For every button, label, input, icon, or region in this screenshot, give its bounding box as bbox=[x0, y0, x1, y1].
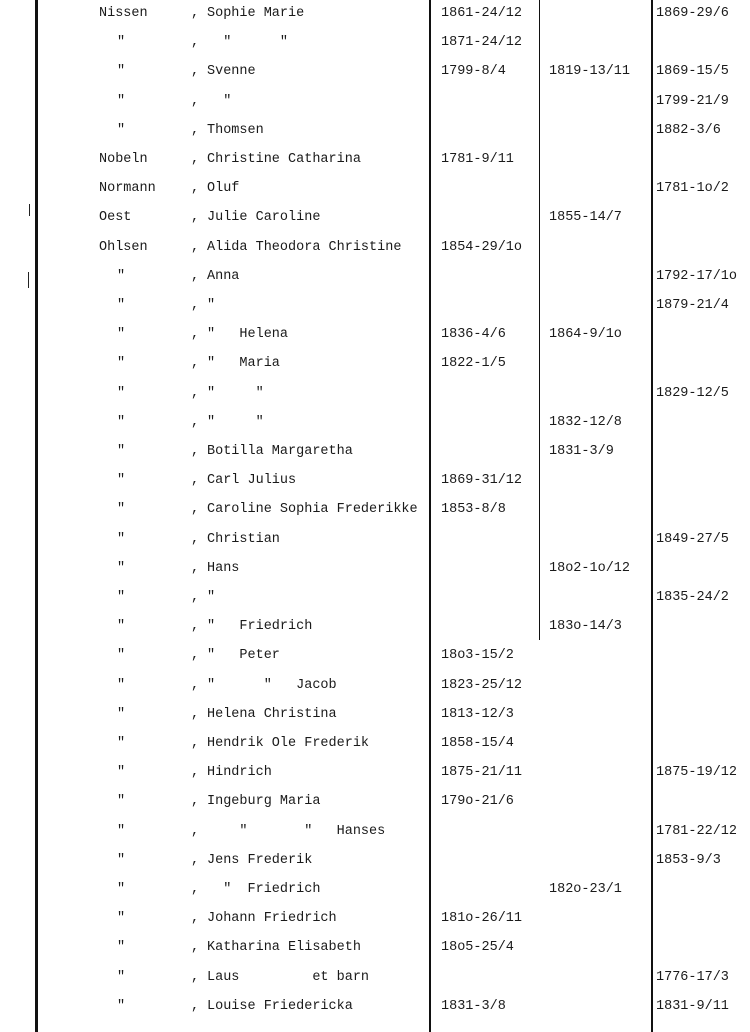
date-column-1-cell: 1836-4/6 bbox=[441, 327, 506, 343]
given-name-cell: Thomsen bbox=[207, 122, 264, 138]
register-row bbox=[0, 179, 750, 208]
register-row bbox=[0, 442, 750, 471]
register-row bbox=[0, 62, 750, 91]
date-column-2-cell: 1832-12/8 bbox=[549, 414, 622, 430]
surname-cell: " bbox=[117, 852, 126, 868]
register-row bbox=[0, 325, 750, 354]
given-name-cell: Botilla Margaretha bbox=[207, 444, 353, 459]
separator-comma: , bbox=[191, 794, 200, 810]
given-name-cell: " " bbox=[207, 414, 264, 430]
register-row bbox=[0, 559, 750, 588]
date-column-3-cell: 1781-22/12 bbox=[656, 823, 738, 839]
separator-comma: , bbox=[191, 298, 200, 313]
surname-cell: " bbox=[117, 677, 126, 693]
register-row bbox=[0, 92, 750, 121]
surname-cell: " bbox=[117, 560, 126, 576]
date-column-2-cell: 1819-13/11 bbox=[549, 64, 631, 80]
separator-comma: , bbox=[191, 444, 200, 459]
given-name-cell: Svenne bbox=[207, 64, 256, 80]
given-name-cell: Hendrik Ole Frederik bbox=[207, 736, 370, 751]
given-name-cell: " bbox=[207, 298, 216, 313]
separator-comma: , bbox=[191, 823, 200, 839]
register-row bbox=[0, 471, 750, 500]
separator-comma: , bbox=[191, 882, 200, 897]
date-column-1-cell: 1861-24/12 bbox=[441, 6, 523, 21]
surname-cell: " bbox=[117, 823, 126, 839]
date-column-2-cell: 1864-9/1o bbox=[549, 327, 622, 343]
date-column-3-cell: 1831-9/11 bbox=[656, 998, 729, 1014]
register-row bbox=[0, 4, 750, 33]
separator-comma: , bbox=[191, 122, 200, 138]
given-name-cell: Carl Julius bbox=[207, 473, 297, 489]
surname-cell: " bbox=[117, 268, 126, 284]
separator-comma: , bbox=[191, 852, 200, 868]
surname-cell: " bbox=[117, 969, 126, 985]
date-column-3-cell: 1882-3/6 bbox=[656, 122, 721, 138]
given-name-cell: " Friedrich bbox=[207, 882, 321, 897]
register-row bbox=[0, 909, 750, 938]
separator-comma: , bbox=[191, 181, 200, 197]
separator-comma: , bbox=[191, 64, 200, 80]
given-name-cell: Hindrich bbox=[207, 765, 272, 781]
register-row bbox=[0, 617, 750, 646]
surname-cell: Nobeln bbox=[99, 152, 148, 167]
date-column-1-cell: 1875-21/11 bbox=[441, 765, 523, 781]
surname-cell: " bbox=[117, 794, 126, 810]
date-column-2-cell: 1831-3/9 bbox=[549, 444, 614, 459]
given-name-cell: " " Jacob bbox=[207, 677, 337, 693]
register-row bbox=[0, 267, 750, 296]
surname-cell: " bbox=[117, 736, 126, 751]
surname-cell: " bbox=[117, 444, 126, 459]
given-name-cell: " " bbox=[207, 35, 289, 51]
given-name-cell: Anna bbox=[207, 268, 240, 284]
separator-comma: , bbox=[191, 677, 200, 693]
given-name-cell: Ingeburg Maria bbox=[207, 794, 321, 810]
surname-cell: " bbox=[117, 940, 126, 956]
register-row bbox=[0, 705, 750, 734]
given-name-cell: Alida Theodora Christine bbox=[207, 239, 402, 255]
date-column-1-cell: 1813-12/3 bbox=[441, 706, 514, 722]
register-row bbox=[0, 646, 750, 675]
surname-cell: " bbox=[117, 531, 126, 547]
surname-cell: Normann bbox=[99, 181, 156, 197]
date-column-3-cell: 1829-12/5 bbox=[656, 385, 729, 401]
surname-cell: " bbox=[117, 706, 126, 722]
surname-cell: Oest bbox=[99, 210, 132, 226]
surname-cell: " bbox=[117, 122, 126, 138]
date-column-1-cell: 1781-9/11 bbox=[441, 152, 514, 167]
date-column-3-cell: 1869-15/5 bbox=[656, 64, 729, 80]
separator-comma: , bbox=[191, 940, 200, 956]
surname-cell: " bbox=[117, 298, 126, 313]
separator-comma: , bbox=[191, 473, 200, 489]
separator-comma: , bbox=[191, 6, 200, 21]
given-name-cell: " " bbox=[207, 385, 264, 401]
surname-cell: " bbox=[117, 385, 126, 401]
given-name-cell: Christine Catharina bbox=[207, 152, 361, 167]
separator-comma: , bbox=[191, 356, 200, 372]
date-column-1-cell: 18o3-15/2 bbox=[441, 648, 514, 664]
separator-comma: , bbox=[191, 648, 200, 664]
surname-cell: Ohlsen bbox=[99, 239, 148, 255]
register-row bbox=[0, 676, 750, 705]
date-column-1-cell: 1831-3/8 bbox=[441, 998, 506, 1014]
register-row bbox=[0, 997, 750, 1026]
date-column-1-cell: 181o-26/11 bbox=[441, 911, 523, 927]
date-column-3-cell: 1835-24/2 bbox=[656, 590, 729, 605]
date-column-1-cell: 1799-8/4 bbox=[441, 64, 506, 80]
separator-comma: , bbox=[191, 239, 200, 255]
separator-comma: , bbox=[191, 998, 200, 1014]
separator-comma: , bbox=[191, 210, 200, 226]
date-column-3-cell: 1853-9/3 bbox=[656, 852, 721, 868]
given-name-cell: Oluf bbox=[207, 181, 240, 197]
register-row bbox=[0, 938, 750, 967]
register-row bbox=[0, 500, 750, 529]
given-name-cell: Johann Friedrich bbox=[207, 911, 337, 927]
date-column-2-cell: 182o-23/1 bbox=[549, 882, 622, 897]
register-row bbox=[0, 763, 750, 792]
date-column-1-cell: 1871-24/12 bbox=[441, 35, 523, 51]
date-column-3-cell: 1849-27/5 bbox=[656, 531, 729, 547]
register-row bbox=[0, 413, 750, 442]
surname-cell: " bbox=[117, 502, 126, 518]
given-name-cell: " " Hanses bbox=[207, 823, 386, 839]
register-row bbox=[0, 296, 750, 325]
separator-comma: , bbox=[191, 531, 200, 547]
separator-comma: , bbox=[191, 765, 200, 781]
surname-cell: " bbox=[117, 414, 126, 430]
given-name-cell: " bbox=[207, 590, 216, 605]
date-column-3-cell: 1869-29/6 bbox=[656, 6, 729, 21]
surname-cell: Nissen bbox=[99, 6, 148, 21]
separator-comma: , bbox=[191, 502, 200, 518]
surname-cell: " bbox=[117, 93, 126, 109]
surname-cell: " bbox=[117, 590, 126, 605]
surname-cell: " bbox=[117, 648, 126, 664]
register-row bbox=[0, 851, 750, 880]
separator-comma: , bbox=[191, 560, 200, 576]
separator-comma: , bbox=[191, 736, 200, 751]
register-row bbox=[0, 384, 750, 413]
date-column-2-cell: 18o2-1o/12 bbox=[549, 560, 631, 576]
register-row bbox=[0, 354, 750, 383]
register-row bbox=[0, 734, 750, 763]
given-name-cell: Louise Friedericka bbox=[207, 998, 353, 1014]
separator-comma: , bbox=[191, 969, 200, 985]
surname-cell: " bbox=[117, 473, 126, 489]
given-name-cell: " Maria bbox=[207, 356, 280, 372]
register-row bbox=[0, 822, 750, 851]
given-name-cell: Sophie Marie bbox=[207, 6, 305, 21]
given-name-cell: Helena Christina bbox=[207, 706, 337, 722]
date-column-3-cell: 1875-19/12 bbox=[656, 765, 738, 781]
given-name-cell: Christian bbox=[207, 531, 280, 547]
date-column-1-cell: 1823-25/12 bbox=[441, 677, 523, 693]
surname-cell: " bbox=[117, 64, 126, 80]
date-column-1-cell: 1822-1/5 bbox=[441, 356, 506, 372]
register-row bbox=[0, 880, 750, 909]
register-row bbox=[0, 588, 750, 617]
separator-comma: , bbox=[191, 911, 200, 927]
surname-cell: " bbox=[117, 765, 126, 781]
date-column-1-cell: 18o5-25/4 bbox=[441, 940, 514, 956]
register-row bbox=[0, 33, 750, 62]
date-column-1-cell: 1853-8/8 bbox=[441, 502, 506, 518]
surname-cell: " bbox=[117, 882, 126, 897]
surname-cell: " bbox=[117, 998, 126, 1014]
date-column-3-cell: 1879-21/4 bbox=[656, 298, 729, 313]
surname-cell: " bbox=[117, 911, 126, 927]
given-name-cell: Laus et barn bbox=[207, 969, 370, 985]
given-name-cell: Julie Caroline bbox=[207, 210, 321, 226]
date-column-1-cell: 1854-29/1o bbox=[441, 239, 523, 255]
register-row bbox=[0, 530, 750, 559]
date-column-3-cell: 1799-21/9 bbox=[656, 93, 729, 109]
separator-comma: , bbox=[191, 152, 200, 167]
date-column-2-cell: 183o-14/3 bbox=[549, 619, 622, 635]
given-name-cell: Caroline Sophia Frederikke bbox=[207, 502, 418, 518]
register-row bbox=[0, 792, 750, 821]
separator-comma: , bbox=[191, 414, 200, 430]
separator-comma: , bbox=[191, 268, 200, 284]
given-name-cell: Hans bbox=[207, 560, 240, 576]
date-column-3-cell: 1792-17/1o bbox=[656, 268, 738, 284]
given-name-cell: Jens Frederik bbox=[207, 852, 313, 868]
given-name-cell: Katharina Elisabeth bbox=[207, 940, 361, 956]
surname-cell: " bbox=[117, 327, 126, 343]
separator-comma: , bbox=[191, 706, 200, 722]
given-name-cell: " Peter bbox=[207, 648, 280, 664]
date-column-3-cell: 1776-17/3 bbox=[656, 969, 729, 985]
surname-cell: " bbox=[117, 619, 126, 635]
date-column-3-cell: 1781-1o/2 bbox=[656, 181, 729, 197]
separator-comma: , bbox=[191, 385, 200, 401]
surname-cell: " bbox=[117, 356, 126, 372]
separator-comma: , bbox=[191, 327, 200, 343]
register-row bbox=[0, 121, 750, 150]
register-row bbox=[0, 208, 750, 237]
date-column-1-cell: 1858-15/4 bbox=[441, 736, 514, 751]
given-name-cell: " Helena bbox=[207, 327, 289, 343]
register-row bbox=[0, 150, 750, 179]
separator-comma: , bbox=[191, 35, 200, 51]
given-name-cell: " Friedrich bbox=[207, 619, 313, 635]
register-row bbox=[0, 968, 750, 997]
separator-comma: , bbox=[191, 619, 200, 635]
date-column-1-cell: 179o-21/6 bbox=[441, 794, 514, 810]
surname-cell: " bbox=[117, 35, 126, 51]
separator-comma: , bbox=[191, 590, 200, 605]
separator-comma: , bbox=[191, 93, 200, 109]
date-column-2-cell: 1855-14/7 bbox=[549, 210, 622, 226]
register-row bbox=[0, 238, 750, 267]
given-name-cell: " bbox=[207, 93, 232, 109]
date-column-1-cell: 1869-31/12 bbox=[441, 473, 523, 489]
